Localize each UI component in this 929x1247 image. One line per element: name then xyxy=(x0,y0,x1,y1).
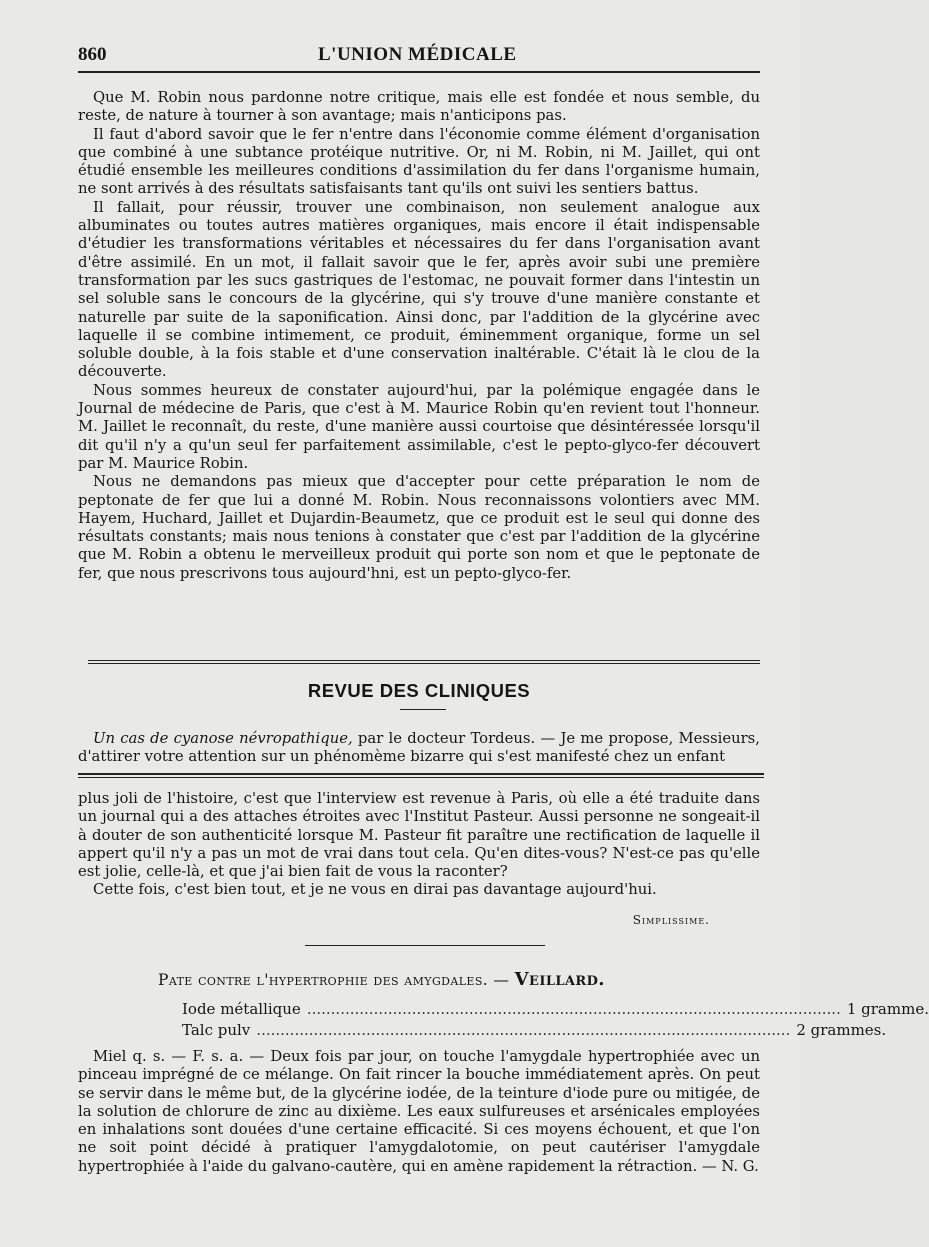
ingredient-name: Iode métallique xyxy=(182,1000,301,1018)
section-divider xyxy=(88,660,760,661)
title-underline xyxy=(400,709,446,710)
leader-dots: ................................................................................................................ xyxy=(306,1000,841,1018)
ingredient-quantity: 2 grammes. xyxy=(796,1021,887,1039)
case-title: Un cas de cyanose névropathique, xyxy=(93,730,353,747)
paragraph: plus joli de l'histoire, c'est que l'interview est revenue à Paris, où elle a été traduite dans un journal qui a des attaches étroites avec l'Institut Pasteur. Aussi personne ne songeait-il à douter de son authenticité lorsque M. Pasteur fit paraître une rectification de laquelle il appert qu'il n'y a pas un mot de vrai dans tout cela. Qu'en dites-vous? N'est-ce pas qu'elle est jolie, celle-là, et que j'ai bien fait de vous la raconter? xyxy=(78,790,760,881)
paragraph: Nous sommes heureux de constater aujourd'hui, par la polémique engagée dans le Journal de médecine de Paris, que c'est à M. Maurice Robin qu'en revient tout l'honneur. M. Jaillet le reconnaît, du reste, d'une manière aussi courtoise que désintéressée lorsqu'il dit qu'il n'y a qu'un seul fer parfaitement assimilable, c'est le pepto-glyco-fer découvert par M. Maurice Robin. xyxy=(78,381,760,472)
header-rule xyxy=(78,71,760,73)
ingredient-quantity: 1 gramme. xyxy=(846,1000,929,1018)
running-title: L'UNION MÉDICALE xyxy=(318,44,517,65)
leader-dots: ................................................................................................................ xyxy=(256,1021,791,1039)
section-divider xyxy=(78,777,764,778)
section-divider xyxy=(88,663,760,664)
paragraph: Miel q. s. — F. s. a. — Deux fois par jour, on touche l'amygdale hypertrophiée avec un pinceau imprégné de ce mélange. On fait rincer la bouche immédiatement après. On peut se servir dans le même but, de la glycérine iodée, de la teinture d'iode pure ou mitigée, de la solution de chlorure de zinc au dixième. Les eaux sulfureuses et arsénicales employées en inhalations sont douées d'une certaine efficacité. Si ces moyens échouent, et que l'on ne soit point décidé à pratiquer l'amygdalotomie, on peut cautériser l'amygdale hypertrophiée à l'aide du galvano-cautère, qui en amène rapidement la rétraction. — N. G. xyxy=(78,1048,760,1175)
page-number: 860 xyxy=(78,44,107,65)
recipe-author: Veillard. xyxy=(514,969,605,990)
paragraph: Cette fois, c'est bien tout, et je ne vous en dirai pas davantage aujourd'hui. xyxy=(93,881,657,899)
chronicle-section xyxy=(78,790,760,900)
paragraph: Il faut d'abord savoir que le fer n'entre dans l'économie comme élément d'organisation que combiné à une subtance protéique nutritive. Or, ni M. Robin, ni M. Jaillet, qui ont étudié ensemble les meilleures conditions d'assimilation du fer dans l'organisme humain, ne sont arrivés à des résultats satisfaisants tant qu'ils ont suivi les sentiers battus. xyxy=(78,125,760,198)
recipe-title xyxy=(158,969,605,990)
article-section xyxy=(78,89,760,583)
recipe-name: Pate contre l'hypertrophie des amygdales. — xyxy=(158,971,510,989)
paragraph: Il fallait, pour réussir, trouver une combinaison, non seulement analogue aux albuminates ou toutes autres matières organiques, mais encore il était indispensable d'étudier les transformations véritables et nécessaires du fer dans l'organisation avant d'être assimilé. En un mot, il fallait savoir que le fer, après avoir subi une première transformation par les sucs gastriques de l'estomac, ne pouvait former dans l'intestin un sel soluble sans le concours de la glycérine, qui s'y trouve d'une manière constante et naturelle par suite de la saponification. Ainsi donc, par l'addition de la glycérine avec laquelle il se combine intimement, ce produit, éminemment organique, forme un sel soluble double, à la fois stable et d'une conservation inaltérable. C'était là le clou de la découverte. xyxy=(78,198,760,381)
paragraph xyxy=(78,730,760,767)
page-header xyxy=(78,40,760,74)
ingredient-row xyxy=(182,1021,887,1039)
section-title: REVUE DES CLINIQUES xyxy=(307,680,531,701)
short-divider xyxy=(305,945,545,946)
ingredient-name: Talc pulv xyxy=(182,1021,251,1039)
signature: Simplissime. xyxy=(632,913,710,927)
revue-intro xyxy=(78,730,760,767)
ingredient-row xyxy=(182,1000,929,1018)
recipe-instructions xyxy=(78,1048,760,1176)
paragraph: Que M. Robin nous pardonne notre critique, mais elle est fondée et nous semble, du reste, de nature à tourner à son avantage; mais n'anticipons pas. xyxy=(78,89,760,125)
intro-text: par le docteur Tordeus. — Je me propose, Messieurs, d'attirer votre attention sur un phénomème bizarre qui s'est manifesté chez un enfant xyxy=(78,730,760,766)
section-divider xyxy=(78,773,764,775)
paragraph: Nous ne demandons pas mieux que d'accepter pour cette préparation le nom de peptonate de fer que lui a donné M. Robin. Nous reconnaissons volontiers avec MM. Hayem, Huchard, Jaillet et Dujardin-Beaumetz, que ce produit est le seul qui donne des résultats constants; mais nous tenions à constater que c'est par l'addition de la glycérine que M. Robin a obtenu le merveilleux produit qui porte son nom et que le peptonate de fer, que nous prescrivons tous aujourd'hni, est un pepto-glyco-fer. xyxy=(78,473,760,582)
